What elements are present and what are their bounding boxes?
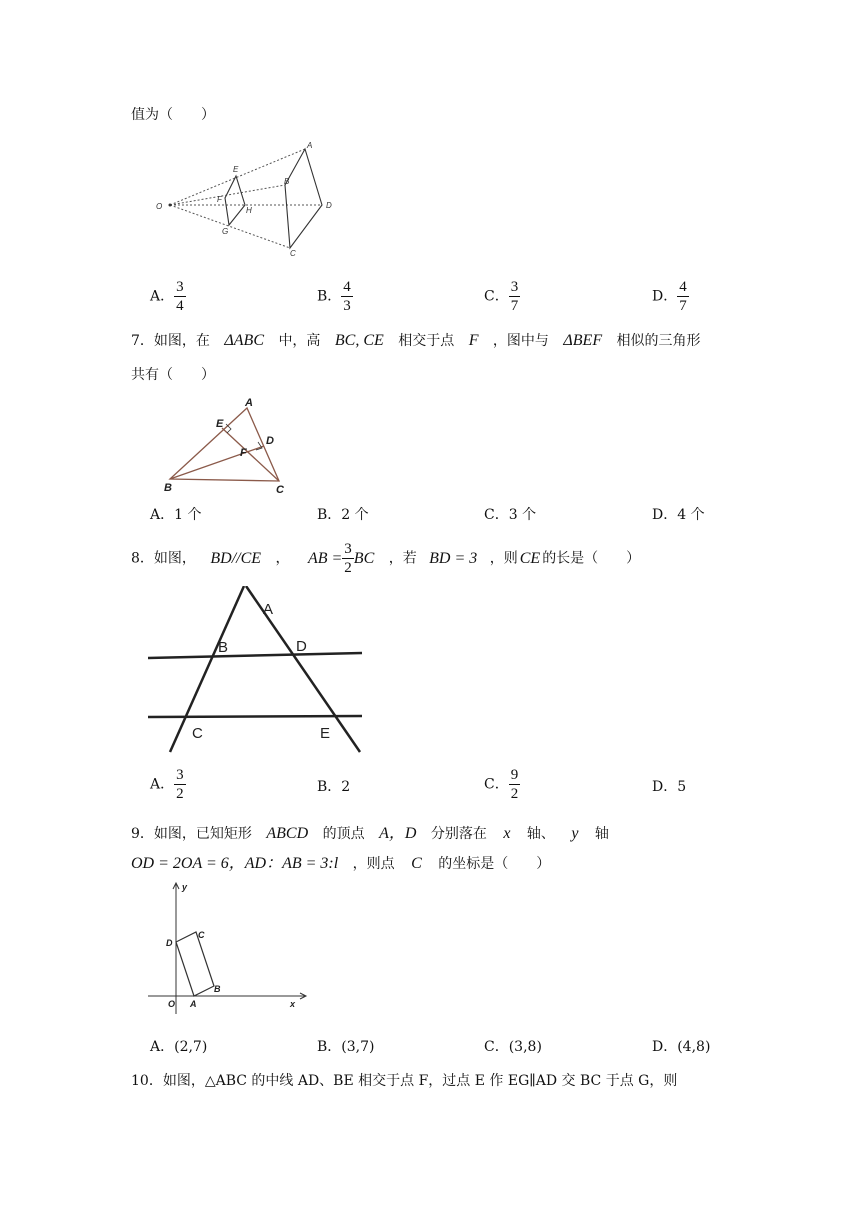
q9-option-d: D．(4,8) (652, 1039, 711, 1055)
q9-label-b: B (214, 984, 221, 994)
q8-label-e: E (320, 725, 331, 742)
q6-label-g: G (222, 227, 229, 236)
q7-stem: 7．如图，在 ΔABC 中，高 BC, CE 相交于点 F ，图中与 ΔBEF 相似的三角形 (131, 332, 701, 349)
q8-option-d: D．5 (652, 779, 687, 795)
q9-stem: 9．如图，已知矩形 ABCD 的顶点 A，D 分别落在 x 轴、 y 轴 (131, 825, 609, 842)
q8-option-b: B．2 (317, 779, 351, 795)
q7-label-b: B (164, 482, 172, 494)
q9-label-x: x (290, 999, 296, 1009)
q9-label-d: D (166, 938, 173, 948)
q6-label-h: H (246, 206, 252, 215)
q6-label-d: D (326, 201, 332, 210)
q7-label-a: A (245, 397, 253, 409)
q6-figure (150, 138, 350, 260)
q6-option-b: B． $\frac{4}{3}$ (317, 279, 351, 314)
q7-label-e: E (216, 418, 224, 430)
q9-label-y: y (182, 882, 188, 892)
q10-stem: 10．如图，△ABC 的中线 AD、BE 相交于点 F，过点 E 作 EG∥AD 交 BC 于点 G，则 (131, 1073, 678, 1089)
q8-stem: 8．如图， BD//CE ， AB = $\frac{3}{2}$ BC ，若 BD = 3 ，则 CE 的长是（ ） (131, 541, 641, 576)
q9-figure (148, 880, 308, 1020)
q6-label-b: B (284, 177, 290, 186)
q9-label-o: O (168, 999, 176, 1009)
q7-option-d: D．4 个 (652, 507, 705, 523)
q9-label-c: C (198, 930, 205, 940)
q6-label-c: C (290, 249, 296, 258)
q6-option-a: A． $\frac{3}{4}$ (150, 279, 184, 314)
q7-figure (160, 394, 290, 494)
q6-label-f: F (217, 195, 222, 204)
q7-option-a: A．1 个 (150, 507, 202, 523)
q6-label-a: A (307, 141, 313, 150)
q8-label-c: C (192, 725, 203, 742)
q7-option-c: C．3 个 (484, 507, 537, 523)
q9-stem-line2: OD = 2OA = 6，AD：AB = 3:l ，则点 C 的坐标是（ ） (131, 855, 551, 872)
q6-label-e: E (233, 165, 239, 174)
q9-label-a: A (190, 999, 197, 1009)
q8-label-d: D (296, 638, 307, 655)
q9-option-c: C．(3,8) (484, 1039, 542, 1055)
q7-label-d: D (266, 435, 274, 447)
q8-figure (148, 586, 364, 754)
q6-option-d: D． $\frac{4}{7}$ (652, 279, 687, 314)
q7-label-f: F (240, 447, 247, 459)
q6-label-o: O (156, 202, 163, 211)
q7-label-c: C (276, 484, 284, 494)
q7-stem-line2: 共有（ ） (131, 367, 215, 383)
q9-option-a: A．(2,7) (150, 1039, 208, 1055)
q8-option-a: A． $\frac{3}{2}$ (150, 767, 184, 802)
q8-option-c: C． $\frac{9}{2}$ (484, 767, 519, 802)
q8-label-a: A (263, 601, 274, 618)
q7-option-b: B．2 个 (317, 507, 369, 523)
q9-option-b: B．(3,7) (317, 1039, 375, 1055)
q6-option-c: C． $\frac{3}{7}$ (484, 279, 519, 314)
q6-stem-tail: 值为（ ） (131, 107, 215, 123)
q8-label-b: B (218, 639, 229, 656)
